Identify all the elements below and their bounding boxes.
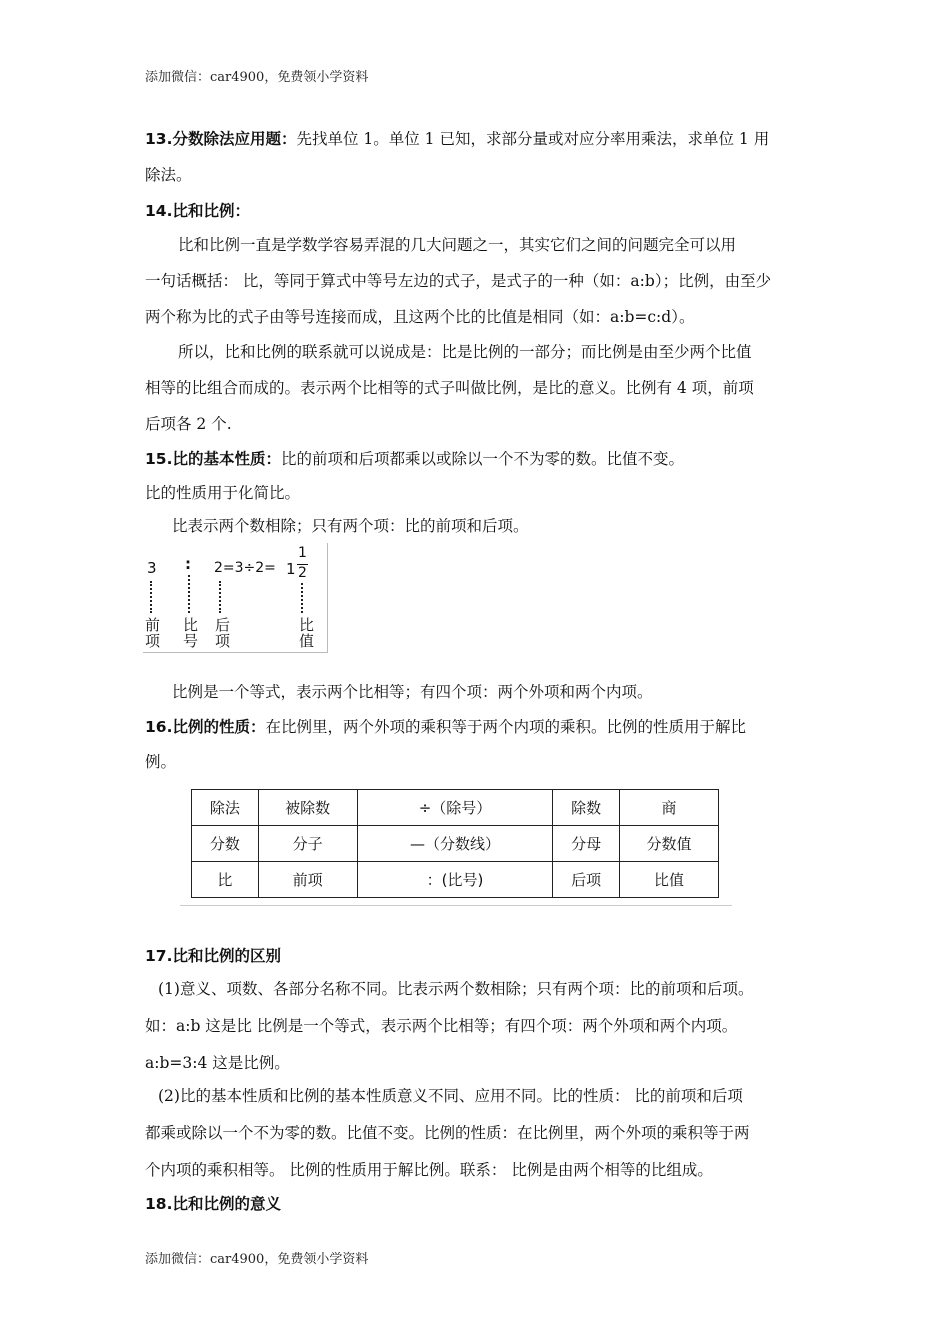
table-row [192,862,719,898]
section-16-title: 16.比例的性质： [145,718,266,736]
dots-back [219,581,223,613]
section-14-p1-l3: 两个称为比的式子由等号连接而成，且这两个比的比值是相同（如：a:b=c:d）。 [145,308,695,326]
figure-whole: 1 [286,560,296,578]
table-row [192,826,719,862]
section-16 [145,715,746,737]
table-cell: ：(比号) [357,862,553,898]
section-14-p2-l1: 所以，比和比例的联系就可以说成是：比是比例的一部分；而比例是由至少两个比值 [178,343,752,361]
comparison-table [191,789,719,898]
page-footer: 添加微信：car4900，免费领小学资料 [145,1252,369,1267]
table-cell: 比 [192,862,259,898]
section-17-l4: (2)比的基本性质和比例的基本性质意义不同、应用不同。比的性质： 比的前项和后项 [158,1087,743,1105]
ratio-figure [143,543,328,653]
section-14-p2-l2: 相等的比组合而成的。表示两个比相等的式子叫做比例，是比的意义。比例有 4 项，前项 [145,379,754,397]
table-cell: 被除数 [258,790,357,826]
table-cell: 分母 [553,826,620,862]
section-15-l2: 比的性质用于化简比。 [145,484,301,502]
section-13 [145,127,769,149]
table-cell: 分数值 [620,826,719,862]
table-cell: —（分数线） [357,826,553,862]
figure-front-number: 3 [147,559,157,577]
table-cell: 后项 [553,862,620,898]
section-17-l5: 都乘或除以一个不为零的数。比值不变。比例的性质：在比例里，两个外项的乘积等于两 [145,1124,750,1142]
dots-value [301,583,305,613]
table-cell: 商 [620,790,719,826]
section-14-p1-l1: 比和比例一直是学数学容易弄混的几大问题之一，其实它们之间的问题完全可以用 [178,236,737,254]
dots-sign [188,575,192,613]
section-13-title: 13.分数除法应用题： [145,130,297,148]
section-16-text: 在比例里，两个外项的乘积等于两个内项的乘积。比例的性质用于解比 [265,718,746,736]
dots-front [150,581,154,613]
table-cell: 前项 [258,862,357,898]
figure-colon: : [185,555,191,573]
section-14-p1-l2: 一句话概括： 比，等同于算式中等号左边的式子，是式子的一种（如：a:b）；比例，由至少 [145,272,772,290]
label-front-2: 项 [145,632,161,650]
table-cell: 分数 [192,826,259,862]
section-17-l3: a:b=3:4 这是比例。 [145,1054,290,1072]
section-14-title: 14.比和比例： [145,202,250,220]
table-cell: 比值 [620,862,719,898]
section-17-l1: (1)意义、项数、各部分名称不同。比表示两个数相除；只有两个项：比的前项和后项。 [158,980,754,998]
section-13-cont: 除法。 [145,166,192,184]
section-17-title: 17.比和比例的区别 [145,947,281,965]
label-front-1: 前 [145,616,161,634]
figure-numerator: 1 [298,545,307,561]
section-15-title: 15.比的基本性质： [145,450,281,468]
table-row [192,790,719,826]
table-cell: 分子 [258,826,357,862]
figure-expression: 2=3÷2= [214,560,276,576]
table-shadow-divider [180,905,732,906]
section-15-text: 比的前项和后项都乘以或除以一个不为零的数。比值不变。 [280,450,684,468]
section-14-p2-l3: 后项各 2 个. [145,415,232,433]
page-header: 添加微信：car4900，免费领小学资料 [145,70,369,85]
section-15-l3: 比表示两个数相除；只有两个项：比的前项和后项。 [172,517,529,535]
section-15 [145,447,684,469]
section-16-cont: 例。 [145,753,177,771]
table-cell: ÷（除号） [357,790,553,826]
label-back-2: 项 [215,632,231,650]
label-value-2: 值 [299,632,315,650]
section-18-title: 18.比和比例的意义 [145,1195,281,1213]
table-cell: 除法 [192,790,259,826]
section-17-l6: 个内项的乘积相等。 比例的性质用于解比例。联系： 比例是由两个相等的比组成。 [145,1161,713,1179]
table-cell: 除数 [553,790,620,826]
label-sign-2: 号 [183,632,199,650]
section-13-text: 先找单位 1。单位 1 已知，求部分量或对应分率用乘法，求单位 1 用 [296,130,770,148]
figure-denominator: 2 [298,565,307,581]
section-17-l2: 如：a:b 这是比 比例是一个等式，表示两个比相等；有四个项：两个外项和两个内项。 [145,1017,738,1035]
label-sign-1: 比 [183,616,199,634]
label-back-1: 后 [215,616,231,634]
section-15-proportion: 比例是一个等式，表示两个比相等；有四个项：两个外项和两个内项。 [172,683,653,701]
label-value-1: 比 [299,616,315,634]
